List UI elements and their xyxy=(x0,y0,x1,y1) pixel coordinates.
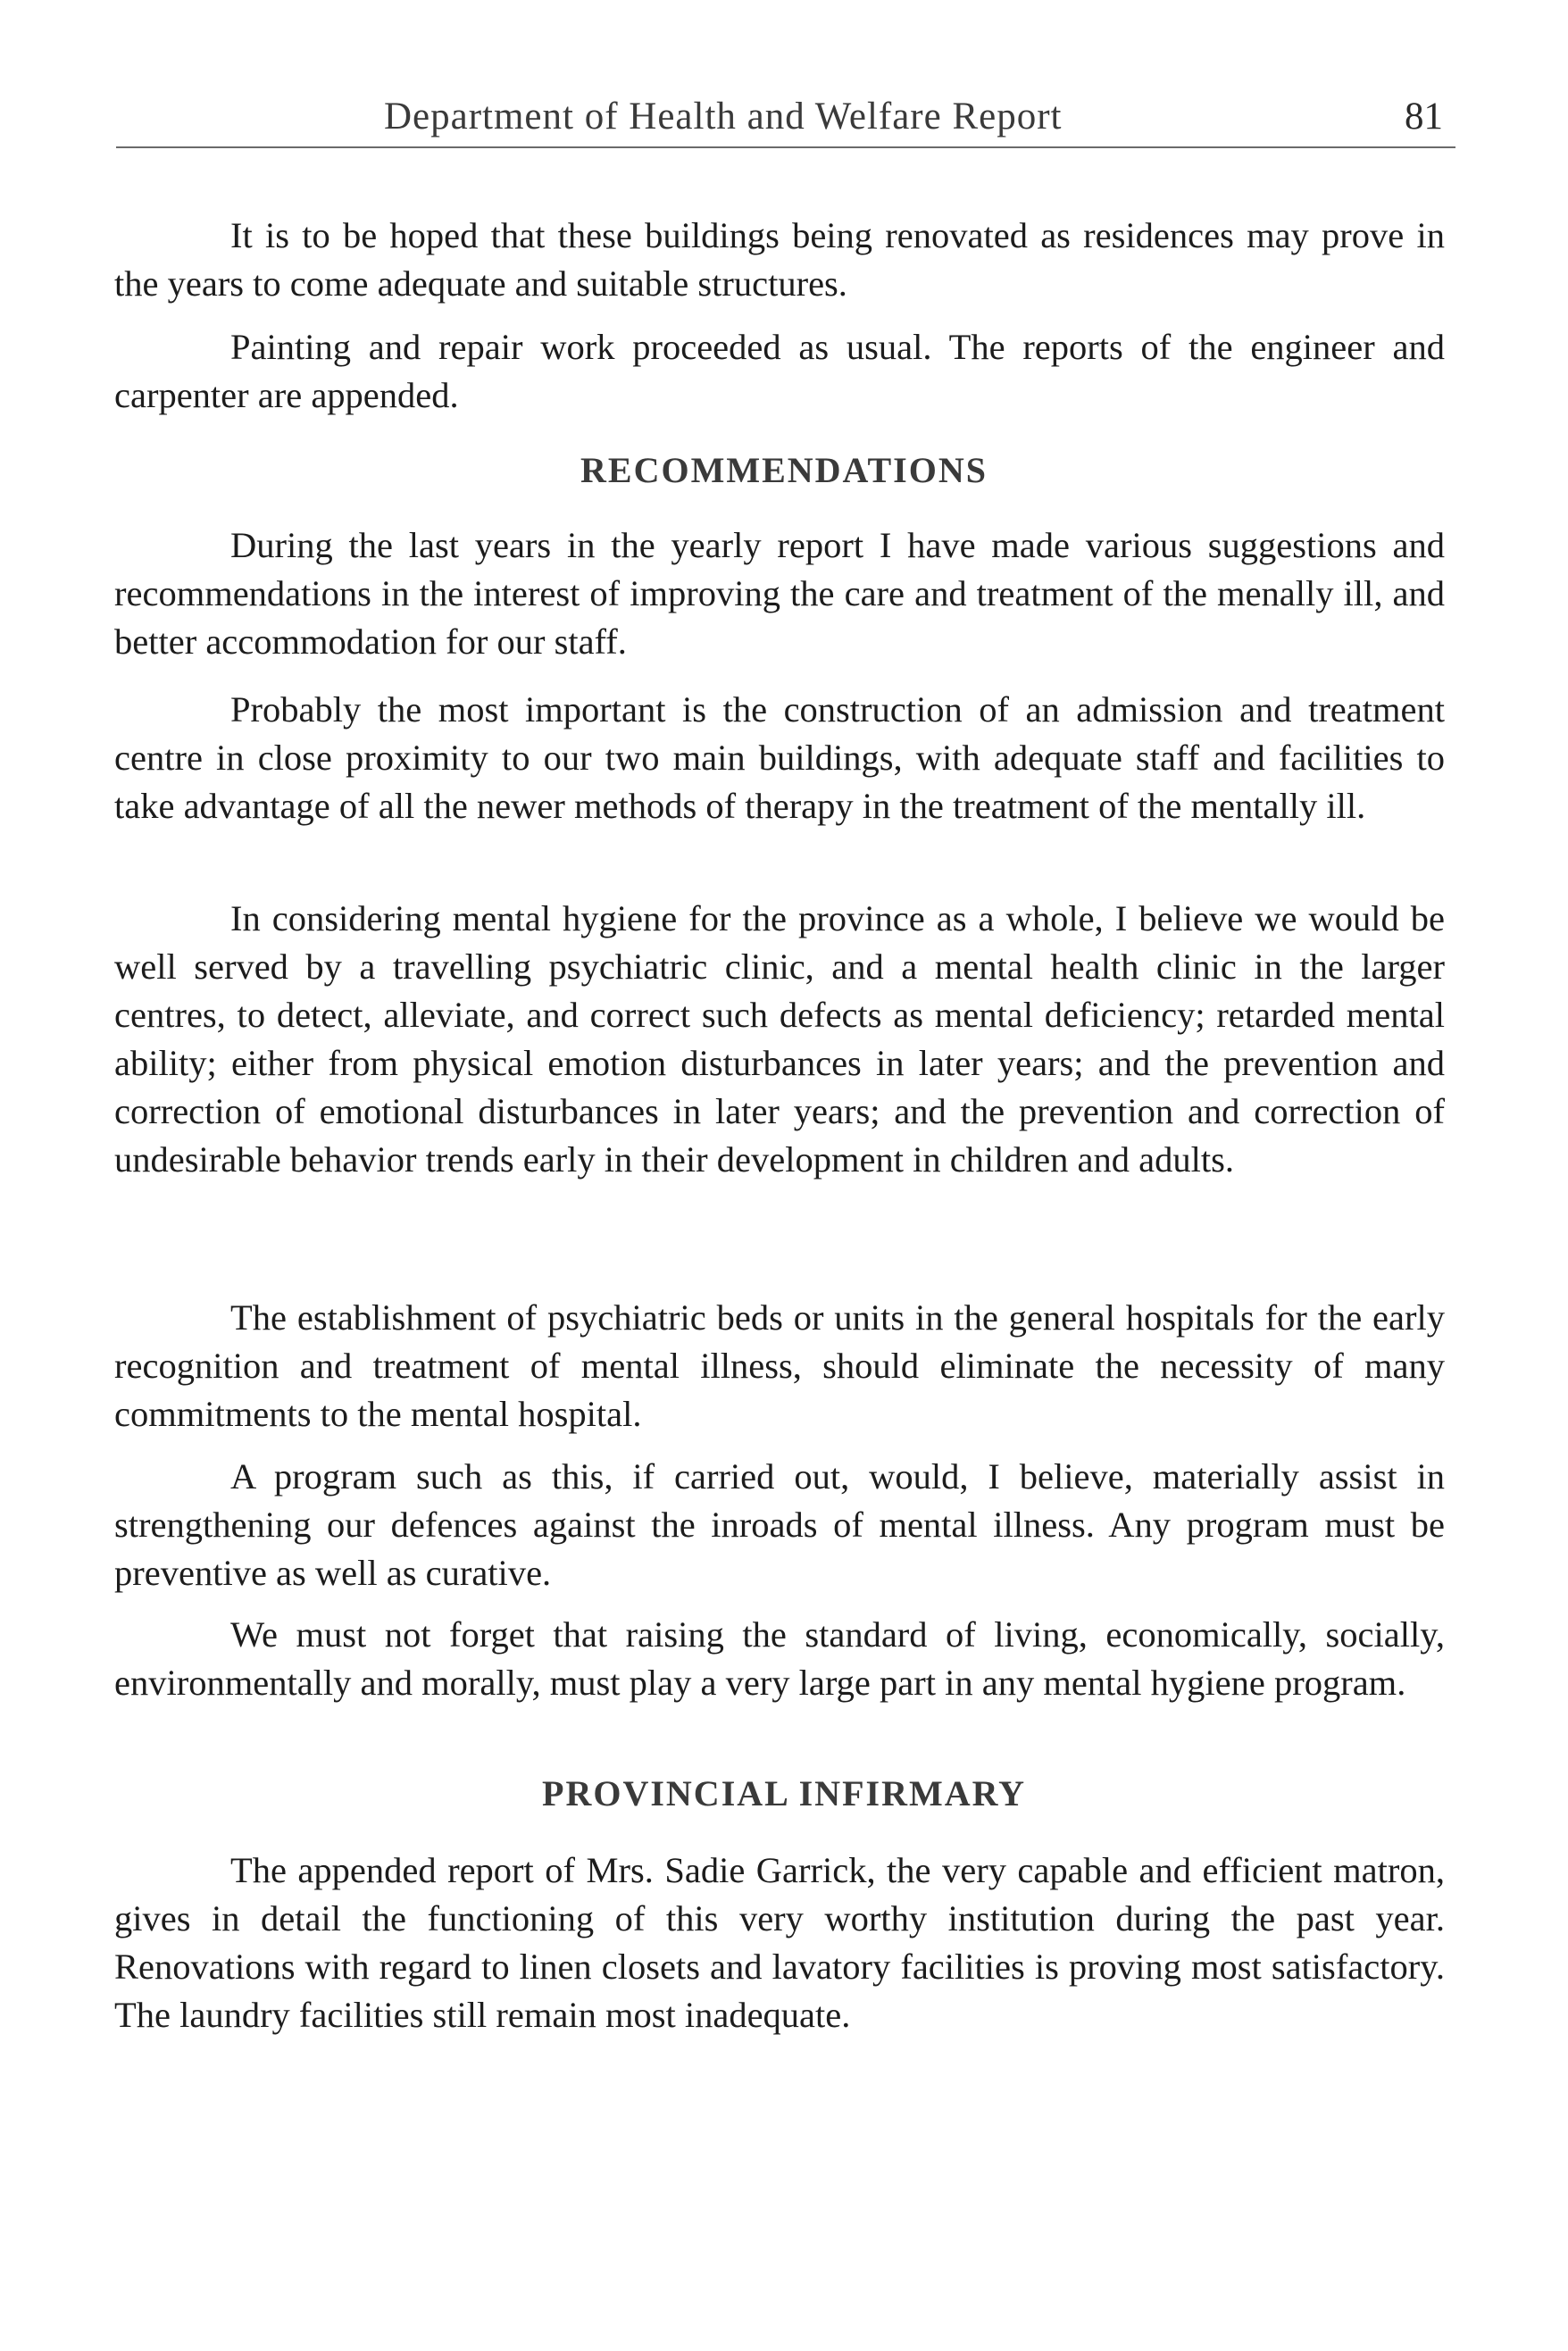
page-number: 81 xyxy=(1405,96,1443,138)
paragraph-buildings: It is to be hoped that these buildings being renovated as residences may prove in the years to come adequate and suitable structures. xyxy=(114,215,1445,304)
paragraph-standard-of-living: We must not forget that raising the standard of living, economically, socially, environmentally and morally, must play a very large part in any mental hygiene program. xyxy=(114,1614,1445,1703)
paragraph-painting: Painting and repair work proceeded as usual. The reports of the engineer and carpenter are appended. xyxy=(114,327,1445,415)
paragraph-program: A program such as this, if carried out, would, I believe, materially assist in strengthening our defences against the inroads of mental illness. Any program must be preventive as well as curative. xyxy=(114,1456,1445,1593)
paragraph-admission-centre: Probably the most important is the construction of an admission and treatment centre in close proximity to our two main buildings, with adequate staff and facilities to take advantage of all the newer methods of therapy in the treatment of the mentally ill. xyxy=(114,689,1445,826)
paragraph-infirmary-report: The appended report of Mrs. Sadie Garrick, the very capable and efficient matron, gives in detail the functioning of this very worthy institution during the past year. Renovations with regard to linen closets and lavatory facilities is proving most satisfactory. The laundry facilities still remain most inadequate. xyxy=(114,1850,1445,2035)
running-title: Department of Health and Welfare Report xyxy=(384,96,1063,138)
paragraph-psychiatric-beds: The establishment of psychiatric beds or units in the general hospitals for the early recognition and treatment of mental illness, should eliminate the necessity of many commitments to the mental hospital. xyxy=(114,1297,1445,1434)
heading-provincial-infirmary: PROVINCIAL INFIRMARY xyxy=(542,1773,1026,1813)
paragraph-suggestions: During the last years in the yearly report I have made various suggestions and recommendations in the interest of improving the care and treatment of the menally ill, and better accommodation for our staff. xyxy=(114,525,1445,662)
running-header xyxy=(116,89,1455,148)
heading-recommendations: RECOMMENDATIONS xyxy=(580,450,988,490)
paragraph-mental-hygiene: In considering mental hygiene for the province as a whole, I believe we would be well served by a travelling psychiatric clinic, and a mental health clinic in the larger centres, to detect, alleviate, and correct such defects as mental deficiency; retarded mental ability; either from physical emotion disturbances in later years; and the prevention and correction of emotional disturbances in later years; and the prevention and correction of undesirable behavior trends early in their development in children and adults. xyxy=(114,898,1445,1180)
